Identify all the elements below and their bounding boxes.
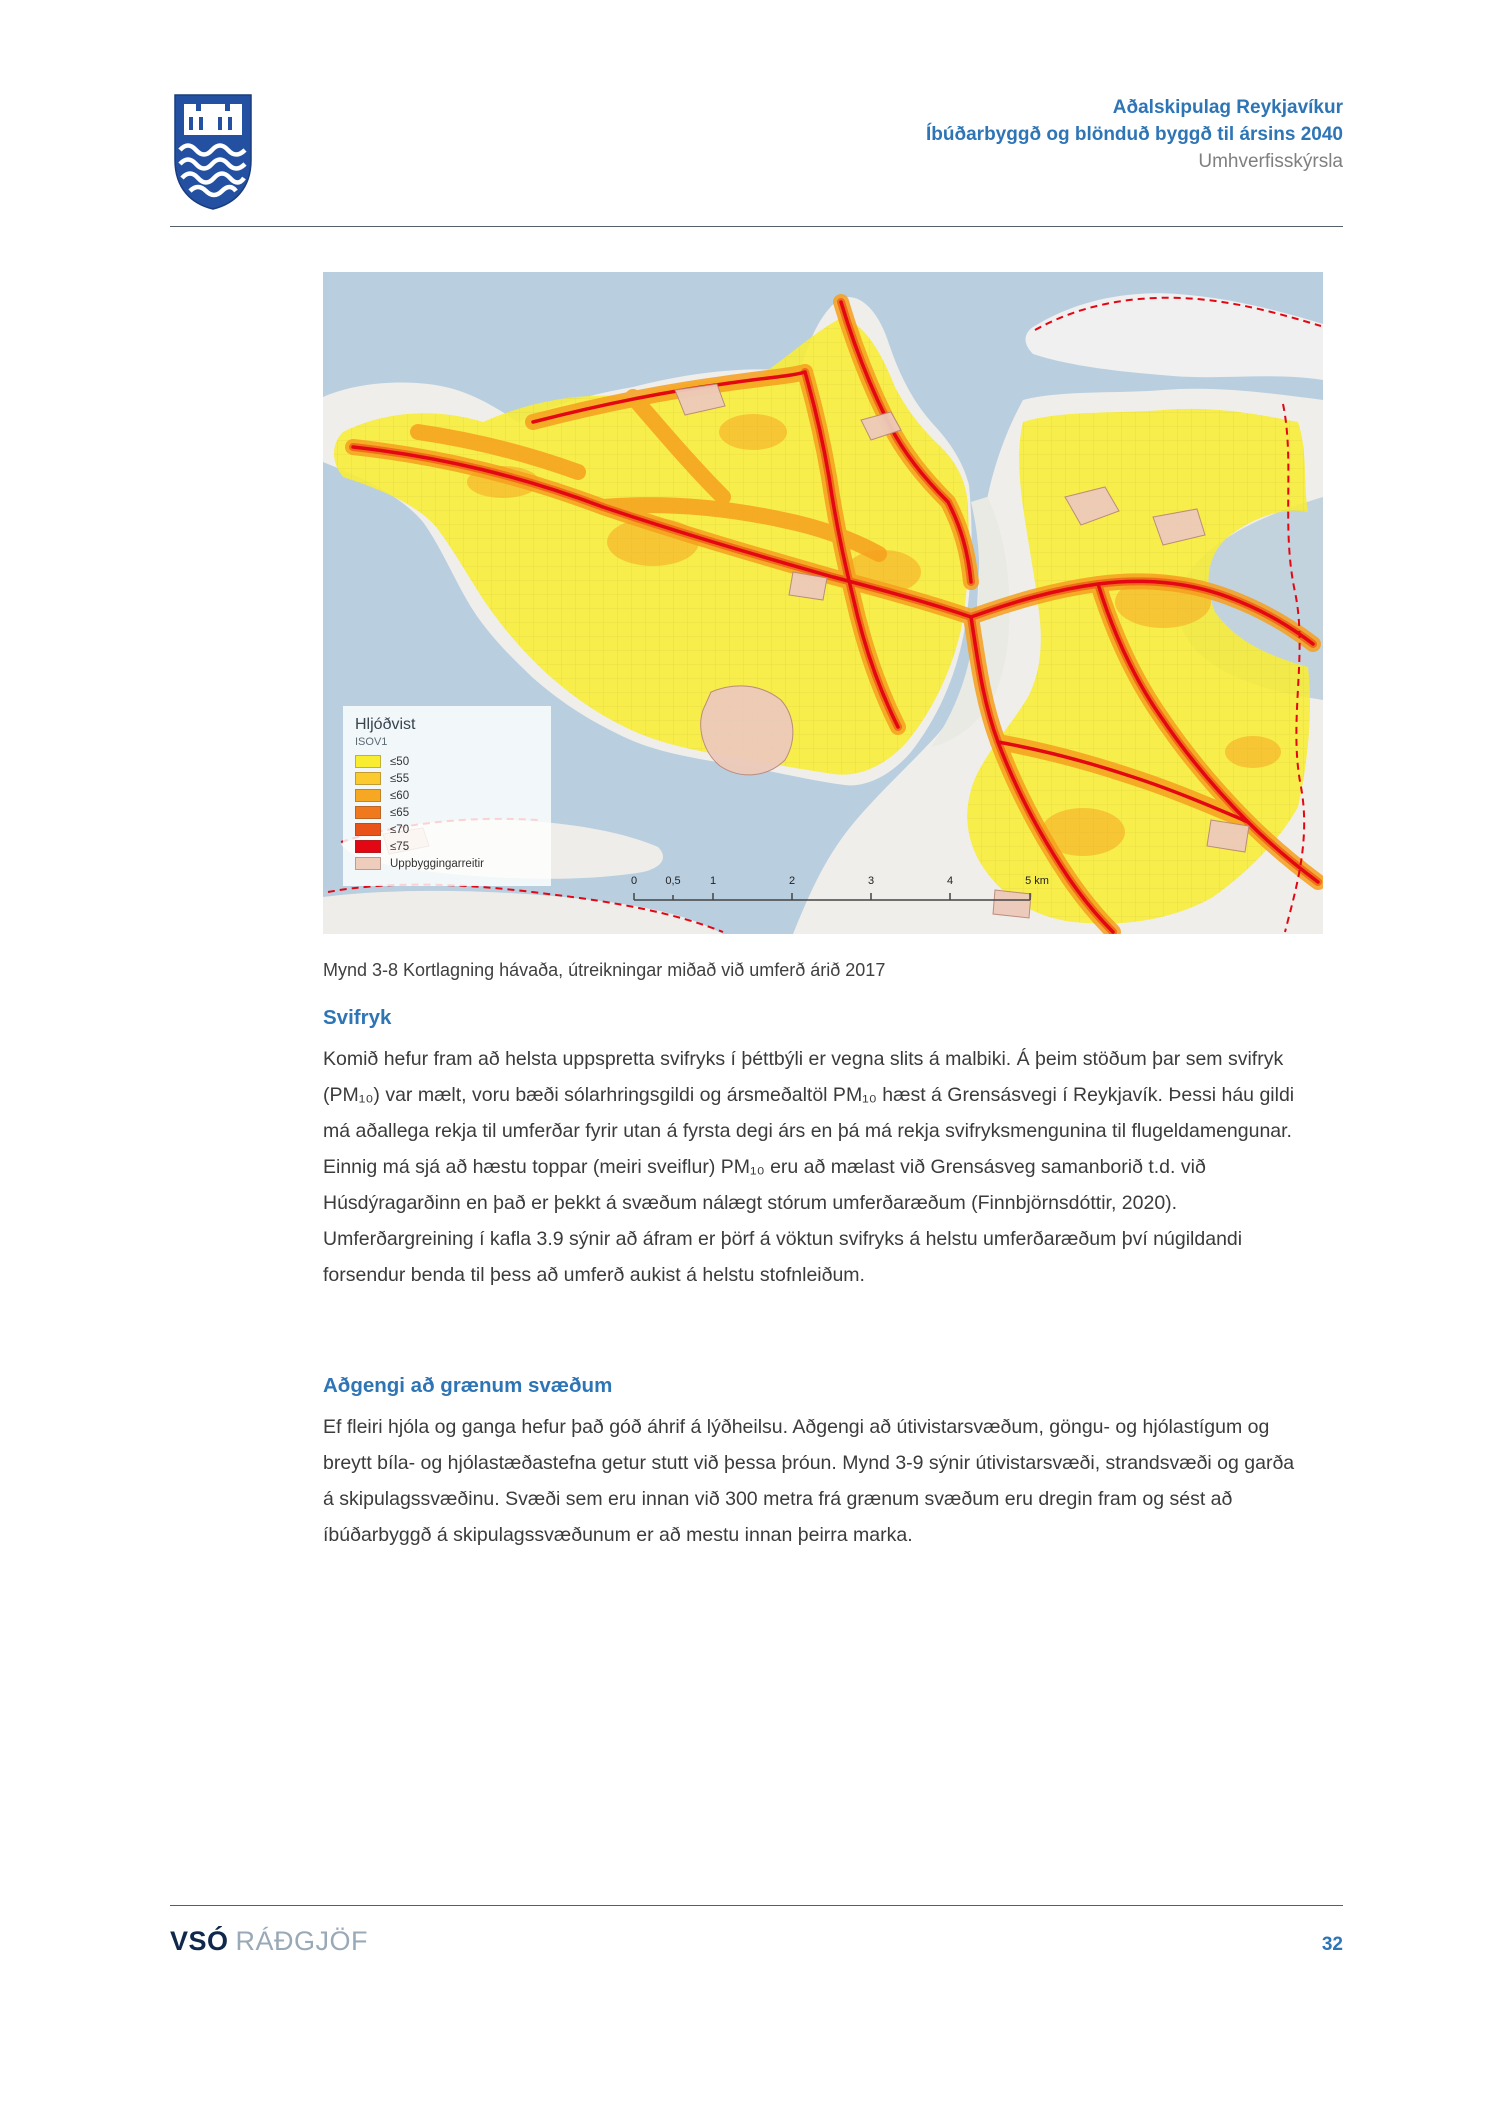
section-svifryk xyxy=(323,1004,1299,1293)
scale-label: 5 km xyxy=(1025,875,1049,887)
section-paragraph: Ef fleiri hjóla og ganga hefur það góð áhrif á lýðheilsu. Aðgengi að útivistarsvæðum, göngu- og hjólastígum og breytt bíla- og hjólastæðastefna getur stutt við þessa þróun. Mynd 3-9 sýnir útivistarsvæði, strandsvæði og garða á skipulagssvæðinu. Svæði sem eru innan við 300 metra frá grænum svæðum eru dregin fram og sést að íbúðarbyggð á skipulagssvæðunum er að mestu innan þeirra marka. xyxy=(323,1416,1295,1546)
brand-primary: VSÓ xyxy=(170,1926,229,1956)
legend-item-label: ≤75 xyxy=(390,840,410,853)
header-subtitle: Umhverfisskýrsla xyxy=(1198,151,1343,172)
legend-item xyxy=(355,806,539,819)
footer-brand xyxy=(170,1926,368,1957)
legend-swatch xyxy=(355,755,381,768)
legend-swatch xyxy=(355,840,381,853)
legend-item-label: ≤50 xyxy=(390,755,410,768)
legend-swatch xyxy=(355,806,381,819)
scale-label: 3 xyxy=(867,875,875,887)
legend-item xyxy=(355,840,539,853)
header-title-line-2: Íbúðarbyggð og blönduð byggð til ársins 2040 xyxy=(926,124,1343,145)
noise-map-figure xyxy=(323,272,1323,934)
page-number: 32 xyxy=(1321,1934,1343,1955)
scale-label: 0,5 xyxy=(665,875,681,887)
legend-item xyxy=(355,857,539,870)
legend-item-label: ≤65 xyxy=(390,806,410,819)
section-heading: Svifryk xyxy=(323,1006,392,1029)
legend-item-label: ≤70 xyxy=(390,823,410,836)
legend-item xyxy=(355,755,539,768)
header xyxy=(926,94,1343,175)
header-rule xyxy=(170,226,1343,227)
header-title-line-1: Aðalskipulag Reykjavíkur xyxy=(1112,97,1343,118)
legend-item xyxy=(355,823,539,836)
scale-label: 0 xyxy=(630,875,638,887)
map-legend xyxy=(343,706,551,886)
legend-item-label: ≤55 xyxy=(390,772,410,785)
section-heading: Aðgengi að grænum svæðum xyxy=(323,1374,613,1397)
reykjavik-coat-of-arms-icon xyxy=(172,92,254,212)
figure-caption: Mynd 3-8 Kortlagning hávaða, útreikningar miðað við umferð árið 2017 xyxy=(323,960,886,980)
legend-swatch xyxy=(355,789,381,802)
scale-label: 1 xyxy=(709,875,717,887)
brand-secondary: RÁÐGJÖF xyxy=(235,1926,369,1956)
legend-item xyxy=(355,789,539,802)
legend-swatch xyxy=(355,772,381,785)
legend-item-label: ≤60 xyxy=(390,789,410,802)
legend-swatch xyxy=(355,823,381,836)
legend-title: Hljóðvist xyxy=(355,716,416,733)
scale-label: 2 xyxy=(788,875,796,887)
legend-item-label: Uppbyggingarreitir xyxy=(390,857,484,870)
legend-swatch xyxy=(355,857,381,870)
footer-rule xyxy=(170,1905,1343,1906)
legend-subtitle: ISOV1 xyxy=(355,736,388,748)
legend-item xyxy=(355,772,539,785)
scale-label: 4 xyxy=(946,875,954,887)
section-paragraph: Komið hefur fram að helsta uppspretta svifryks í þéttbýli er vegna slits á malbiki. Á þeim stöðum þar sem svifryk (PM₁₀) var mælt, voru bæði sólarhringsgildi og ársmeðaltöl PM₁₀ hæst á Grensásvegi í Reykjavík. Þessi háu gildi má aðallega rekja til umferðar fyrir utan á fyrsta degi árs en þá má rekja svifryksmengunina til flugeldamengunar. Einnig má sjá að hæstu toppar (meiri sveiflur) PM₁₀ eru að mælast við Grensásveg samanborið t.d. við Húsdýragarðinn en það er þekkt á svæðum nálægt stórum umferðaræðum (Finnbjörnsdóttir, 2020). Umferðargreining í kafla 3.9 sýnir að áfram er þörf á vöktun svifryks á helstu umferðaræðum því núgildandi forsendur benda til þess að umferð aukist á helstu stofnleiðum. xyxy=(323,1048,1295,1286)
section-graen-svaedi xyxy=(323,1372,1299,1553)
